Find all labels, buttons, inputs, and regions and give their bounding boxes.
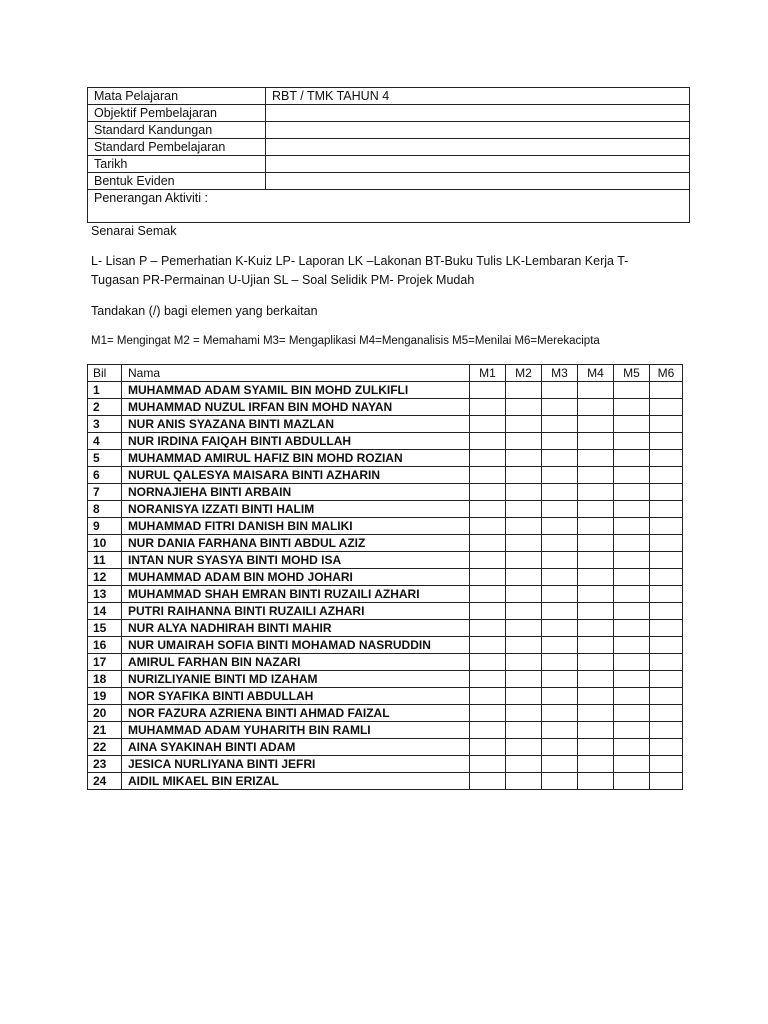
table-row: [88, 433, 683, 450]
check-cell-m3[interactable]: [542, 620, 578, 637]
student-name: NUR IRDINA FAIQAH BINTI ABDULLAH: [122, 433, 470, 450]
check-cell-m4[interactable]: [578, 671, 614, 688]
check-cell-m5[interactable]: [614, 399, 650, 416]
check-cell-m3[interactable]: [542, 382, 578, 399]
check-cell-m3[interactable]: [542, 416, 578, 433]
info-row: [88, 156, 690, 173]
check-cell-m6[interactable]: [650, 467, 683, 484]
check-cell-m3[interactable]: [542, 399, 578, 416]
check-cell-m4[interactable]: [578, 773, 614, 790]
check-cell-m1[interactable]: [470, 586, 506, 603]
check-cell-m6[interactable]: [650, 569, 683, 586]
table-row: [88, 637, 683, 654]
check-cell-m4[interactable]: [578, 552, 614, 569]
legend-line-2: Tugasan PR-Permainan U-Ujian SL – Soal Selidik PM- Projek Mudah: [91, 273, 475, 287]
check-cell-m4[interactable]: [578, 518, 614, 535]
student-name: MUHAMMAD AMIRUL HAFIZ BIN MOHD ROZIAN: [122, 450, 470, 467]
check-cell-m3[interactable]: [542, 484, 578, 501]
check-cell-m3[interactable]: [542, 773, 578, 790]
check-cell-m1[interactable]: [470, 433, 506, 450]
student-number: 1: [88, 382, 122, 399]
check-cell-m2[interactable]: [506, 756, 542, 773]
check-cell-m5[interactable]: [614, 637, 650, 654]
student-name: NOR FAZURA AZRIENA BINTI AHMAD FAIZAL: [122, 705, 470, 722]
check-cell-m4[interactable]: [578, 382, 614, 399]
check-cell-m6[interactable]: [650, 603, 683, 620]
info-table-body: [88, 88, 690, 223]
table-row: [88, 535, 683, 552]
table-row: [88, 739, 683, 756]
check-cell-m1[interactable]: [470, 467, 506, 484]
student-name: MUHAMMAD ADAM BIN MOHD JOHARI: [122, 569, 470, 586]
info-table: [87, 87, 690, 223]
header-m3: M3: [542, 365, 578, 382]
instruction-text: Tandakan (/) bagi elemen yang berkaitan: [91, 304, 318, 318]
student-name: MUHAMMAD SHAH EMRAN BINTI RUZAILI AZHARI: [122, 586, 470, 603]
student-name: NUR UMAIRAH SOFIA BINTI MOHAMAD NASRUDDIN: [122, 637, 470, 654]
check-cell-m1[interactable]: [470, 722, 506, 739]
check-cell-m6[interactable]: [650, 739, 683, 756]
check-cell-m5[interactable]: [614, 450, 650, 467]
check-cell-m3[interactable]: [542, 688, 578, 705]
student-number: 8: [88, 501, 122, 518]
student-number: 23: [88, 756, 122, 773]
student-name: NORANISYA IZZATI BINTI HALIM: [122, 501, 470, 518]
student-number: 6: [88, 467, 122, 484]
student-number: 9: [88, 518, 122, 535]
student-name: AIDIL MIKAEL BIN ERIZAL: [122, 773, 470, 790]
check-cell-m1[interactable]: [470, 450, 506, 467]
student-number: 22: [88, 739, 122, 756]
check-cell-m2[interactable]: [506, 739, 542, 756]
check-cell-m3[interactable]: [542, 722, 578, 739]
header-m2: M2: [506, 365, 542, 382]
check-cell-m3[interactable]: [542, 756, 578, 773]
check-cell-m6[interactable]: [650, 382, 683, 399]
check-cell-m1[interactable]: [470, 501, 506, 518]
check-cell-m2[interactable]: [506, 722, 542, 739]
header-bil: Bil: [88, 365, 122, 382]
check-cell-m2[interactable]: [506, 586, 542, 603]
check-cell-m4[interactable]: [578, 688, 614, 705]
check-cell-m2[interactable]: [506, 518, 542, 535]
check-cell-m1[interactable]: [470, 756, 506, 773]
check-cell-m4[interactable]: [578, 467, 614, 484]
info-value-field[interactable]: [266, 105, 690, 122]
check-cell-m6[interactable]: [650, 756, 683, 773]
table-row: [88, 382, 683, 399]
check-cell-m2[interactable]: [506, 450, 542, 467]
check-cell-m6[interactable]: [650, 586, 683, 603]
student-number: 5: [88, 450, 122, 467]
info-value-field[interactable]: [266, 122, 690, 139]
checklist-title: Senarai Semak: [91, 224, 177, 238]
header-m1: M1: [470, 365, 506, 382]
table-row: [88, 620, 683, 637]
check-cell-m5[interactable]: [614, 586, 650, 603]
check-cell-m4[interactable]: [578, 416, 614, 433]
check-cell-m4[interactable]: [578, 705, 614, 722]
student-name: PUTRI RAIHANNA BINTI RUZAILI AZHARI: [122, 603, 470, 620]
check-cell-m6[interactable]: [650, 535, 683, 552]
check-cell-m4[interactable]: [578, 756, 614, 773]
student-number: 20: [88, 705, 122, 722]
student-name: MUHAMMAD ADAM YUHARITH BIN RAMLI: [122, 722, 470, 739]
table-row: [88, 552, 683, 569]
check-cell-m2[interactable]: [506, 773, 542, 790]
table-row: [88, 450, 683, 467]
student-number: 21: [88, 722, 122, 739]
check-cell-m3[interactable]: [542, 552, 578, 569]
check-cell-m1[interactable]: [470, 654, 506, 671]
check-cell-m3[interactable]: [542, 705, 578, 722]
student-name: NOR SYAFIKA BINTI ABDULLAH: [122, 688, 470, 705]
header-m4: M4: [578, 365, 614, 382]
check-cell-m1[interactable]: [470, 637, 506, 654]
info-label: Bentuk Eviden: [88, 173, 266, 190]
check-cell-m6[interactable]: [650, 722, 683, 739]
student-name: NUR DANIA FARHANA BINTI ABDUL AZIZ: [122, 535, 470, 552]
check-cell-m6[interactable]: [650, 773, 683, 790]
check-cell-m2[interactable]: [506, 382, 542, 399]
header-m5: M5: [614, 365, 650, 382]
info-row: [88, 105, 690, 122]
check-cell-m1[interactable]: [470, 518, 506, 535]
header-m6: M6: [650, 365, 683, 382]
student-name: NURUL QALESYA MAISARA BINTI AZHARIN: [122, 467, 470, 484]
check-cell-m3[interactable]: [542, 671, 578, 688]
check-cell-m1[interactable]: [470, 671, 506, 688]
student-number: 12: [88, 569, 122, 586]
check-cell-m3[interactable]: [542, 586, 578, 603]
check-cell-m5[interactable]: [614, 773, 650, 790]
info-row: [88, 139, 690, 156]
check-cell-m2[interactable]: [506, 603, 542, 620]
check-cell-m4[interactable]: [578, 722, 614, 739]
table-row: [88, 654, 683, 671]
check-cell-m1[interactable]: [470, 688, 506, 705]
info-label: Mata Pelajaran: [88, 88, 266, 105]
check-cell-m2[interactable]: [506, 552, 542, 569]
student-number: 4: [88, 433, 122, 450]
student-number: 18: [88, 671, 122, 688]
check-cell-m1[interactable]: [470, 620, 506, 637]
check-cell-m4[interactable]: [578, 399, 614, 416]
check-cell-m4[interactable]: [578, 620, 614, 637]
table-row: [88, 756, 683, 773]
table-row: [88, 467, 683, 484]
check-cell-m5[interactable]: [614, 518, 650, 535]
check-cell-m5[interactable]: [614, 603, 650, 620]
check-cell-m6[interactable]: [650, 450, 683, 467]
check-cell-m2[interactable]: [506, 637, 542, 654]
check-cell-m5[interactable]: [614, 416, 650, 433]
student-number: 2: [88, 399, 122, 416]
check-cell-m6[interactable]: [650, 620, 683, 637]
check-cell-m5[interactable]: [614, 484, 650, 501]
student-number: 17: [88, 654, 122, 671]
header-nama: Nama: [122, 365, 470, 382]
check-cell-m4[interactable]: [578, 484, 614, 501]
student-number: 24: [88, 773, 122, 790]
check-cell-m1[interactable]: [470, 382, 506, 399]
student-number: 11: [88, 552, 122, 569]
student-number: 10: [88, 535, 122, 552]
check-cell-m2[interactable]: [506, 467, 542, 484]
info-row: [88, 173, 690, 190]
check-cell-m6[interactable]: [650, 399, 683, 416]
info-label: Tarikh: [88, 156, 266, 173]
info-value-field[interactable]: [266, 156, 690, 173]
student-name: AMIRUL FARHAN BIN NAZARI: [122, 654, 470, 671]
check-cell-m1[interactable]: [470, 484, 506, 501]
check-cell-m4[interactable]: [578, 586, 614, 603]
check-cell-m2[interactable]: [506, 620, 542, 637]
table-row: [88, 722, 683, 739]
check-cell-m3[interactable]: [542, 535, 578, 552]
student-number: 14: [88, 603, 122, 620]
check-cell-m6[interactable]: [650, 552, 683, 569]
check-cell-m5[interactable]: [614, 467, 650, 484]
table-row: [88, 399, 683, 416]
student-name: NUR ALYA NADHIRAH BINTI MAHIR: [122, 620, 470, 637]
check-cell-m4[interactable]: [578, 535, 614, 552]
table-row: [88, 603, 683, 620]
check-cell-m3[interactable]: [542, 433, 578, 450]
table-row: [88, 586, 683, 603]
student-number: 16: [88, 637, 122, 654]
student-number: 19: [88, 688, 122, 705]
info-row: [88, 122, 690, 139]
check-cell-m1[interactable]: [470, 416, 506, 433]
check-cell-m1[interactable]: [470, 773, 506, 790]
check-cell-m5[interactable]: [614, 705, 650, 722]
table-row: [88, 773, 683, 790]
student-name: INTAN NUR SYASYA BINTI MOHD ISA: [122, 552, 470, 569]
check-cell-m6[interactable]: [650, 705, 683, 722]
check-cell-m4[interactable]: [578, 433, 614, 450]
check-cell-m2[interactable]: [506, 416, 542, 433]
check-cell-m5[interactable]: [614, 620, 650, 637]
info-label: Objektif Pembelajaran: [88, 105, 266, 122]
student-name: AINA SYAKINAH BINTI ADAM: [122, 739, 470, 756]
check-cell-m4[interactable]: [578, 739, 614, 756]
check-cell-m2[interactable]: [506, 501, 542, 518]
check-cell-m4[interactable]: [578, 569, 614, 586]
check-cell-m3[interactable]: [542, 467, 578, 484]
table-row: [88, 484, 683, 501]
check-cell-m3[interactable]: [542, 569, 578, 586]
student-number: 3: [88, 416, 122, 433]
check-cell-m2[interactable]: [506, 654, 542, 671]
check-cell-m5[interactable]: [614, 501, 650, 518]
check-cell-m5[interactable]: [614, 756, 650, 773]
student-name: NORNAJIEHA BINTI ARBAIN: [122, 484, 470, 501]
info-value-field[interactable]: RBT / TMK TAHUN 4: [266, 88, 690, 105]
activity-description-field[interactable]: Penerangan Aktiviti :: [88, 190, 690, 223]
student-name: MUHAMMAD ADAM SYAMIL BIN MOHD ZULKIFLI: [122, 382, 470, 399]
check-cell-m3[interactable]: [542, 501, 578, 518]
check-cell-m1[interactable]: [470, 552, 506, 569]
check-cell-m5[interactable]: [614, 552, 650, 569]
student-name: MUHAMMAD FITRI DANISH BIN MALIKI: [122, 518, 470, 535]
check-cell-m4[interactable]: [578, 450, 614, 467]
table-row: [88, 688, 683, 705]
check-cell-m4[interactable]: [578, 501, 614, 518]
check-cell-m1[interactable]: [470, 603, 506, 620]
table-row: [88, 518, 683, 535]
check-cell-m3[interactable]: [542, 654, 578, 671]
student-number: 7: [88, 484, 122, 501]
info-value-field[interactable]: [266, 139, 690, 156]
check-cell-m5[interactable]: [614, 722, 650, 739]
check-cell-m2[interactable]: [506, 569, 542, 586]
check-cell-m4[interactable]: [578, 654, 614, 671]
check-cell-m6[interactable]: [650, 518, 683, 535]
check-cell-m1[interactable]: [470, 569, 506, 586]
check-cell-m5[interactable]: [614, 569, 650, 586]
student-name: NURIZLIYANIE BINTI MD IZAHAM: [122, 671, 470, 688]
levels-legend: M1= Mengingat M2 = Memahami M3= Mengaplikasi M4=Menganalisis M5=Menilai M6=Merekacipta: [91, 335, 600, 347]
check-cell-m1[interactable]: [470, 739, 506, 756]
check-cell-m3[interactable]: [542, 739, 578, 756]
table-row: [88, 705, 683, 722]
student-name: NUR ANIS SYAZANA BINTI MAZLAN: [122, 416, 470, 433]
check-cell-m2[interactable]: [506, 688, 542, 705]
info-row: [88, 88, 690, 105]
check-cell-m6[interactable]: [650, 688, 683, 705]
check-cell-m6[interactable]: [650, 433, 683, 450]
check-cell-m5[interactable]: [614, 671, 650, 688]
student-number: 15: [88, 620, 122, 637]
table-row: [88, 671, 683, 688]
check-cell-m3[interactable]: [542, 518, 578, 535]
student-number: 13: [88, 586, 122, 603]
check-cell-m5[interactable]: [614, 382, 650, 399]
check-cell-m1[interactable]: [470, 705, 506, 722]
table-row: [88, 416, 683, 433]
check-cell-m6[interactable]: [650, 501, 683, 518]
check-cell-m3[interactable]: [542, 637, 578, 654]
check-cell-m6[interactable]: [650, 416, 683, 433]
table-row: [88, 501, 683, 518]
check-cell-m3[interactable]: [542, 450, 578, 467]
check-cell-m6[interactable]: [650, 671, 683, 688]
check-cell-m5[interactable]: [614, 535, 650, 552]
check-cell-m6[interactable]: [650, 484, 683, 501]
check-cell-m2[interactable]: [506, 705, 542, 722]
table-row: [88, 569, 683, 586]
check-cell-m6[interactable]: [650, 637, 683, 654]
check-cell-m4[interactable]: [578, 603, 614, 620]
student-name: MUHAMMAD NUZUL IRFAN BIN MOHD NAYAN: [122, 399, 470, 416]
check-cell-m4[interactable]: [578, 637, 614, 654]
check-cell-m2[interactable]: [506, 484, 542, 501]
info-row-description: [88, 190, 690, 223]
check-cell-m1[interactable]: [470, 535, 506, 552]
student-name: JESICA NURLIYANA BINTI JEFRI: [122, 756, 470, 773]
info-label: Standard Pembelajaran: [88, 139, 266, 156]
check-cell-m3[interactable]: [542, 603, 578, 620]
check-cell-m5[interactable]: [614, 688, 650, 705]
check-cell-m6[interactable]: [650, 654, 683, 671]
info-label: Standard Kandungan: [88, 122, 266, 139]
check-cell-m5[interactable]: [614, 654, 650, 671]
legend-line-1: L- Lisan P – Pemerhatian K-Kuiz LP- Laporan LK –Lakonan BT-Buku Tulis LK-Lembaran Kerja T-: [91, 254, 629, 268]
check-cell-m2[interactable]: [506, 535, 542, 552]
table-header-row: [88, 365, 683, 382]
info-value-field[interactable]: [266, 173, 690, 190]
check-cell-m5[interactable]: [614, 739, 650, 756]
check-cell-m2[interactable]: [506, 671, 542, 688]
student-table: [87, 364, 683, 790]
check-cell-m2[interactable]: [506, 433, 542, 450]
student-table-body: [88, 365, 683, 790]
check-cell-m1[interactable]: [470, 399, 506, 416]
check-cell-m2[interactable]: [506, 399, 542, 416]
check-cell-m5[interactable]: [614, 433, 650, 450]
